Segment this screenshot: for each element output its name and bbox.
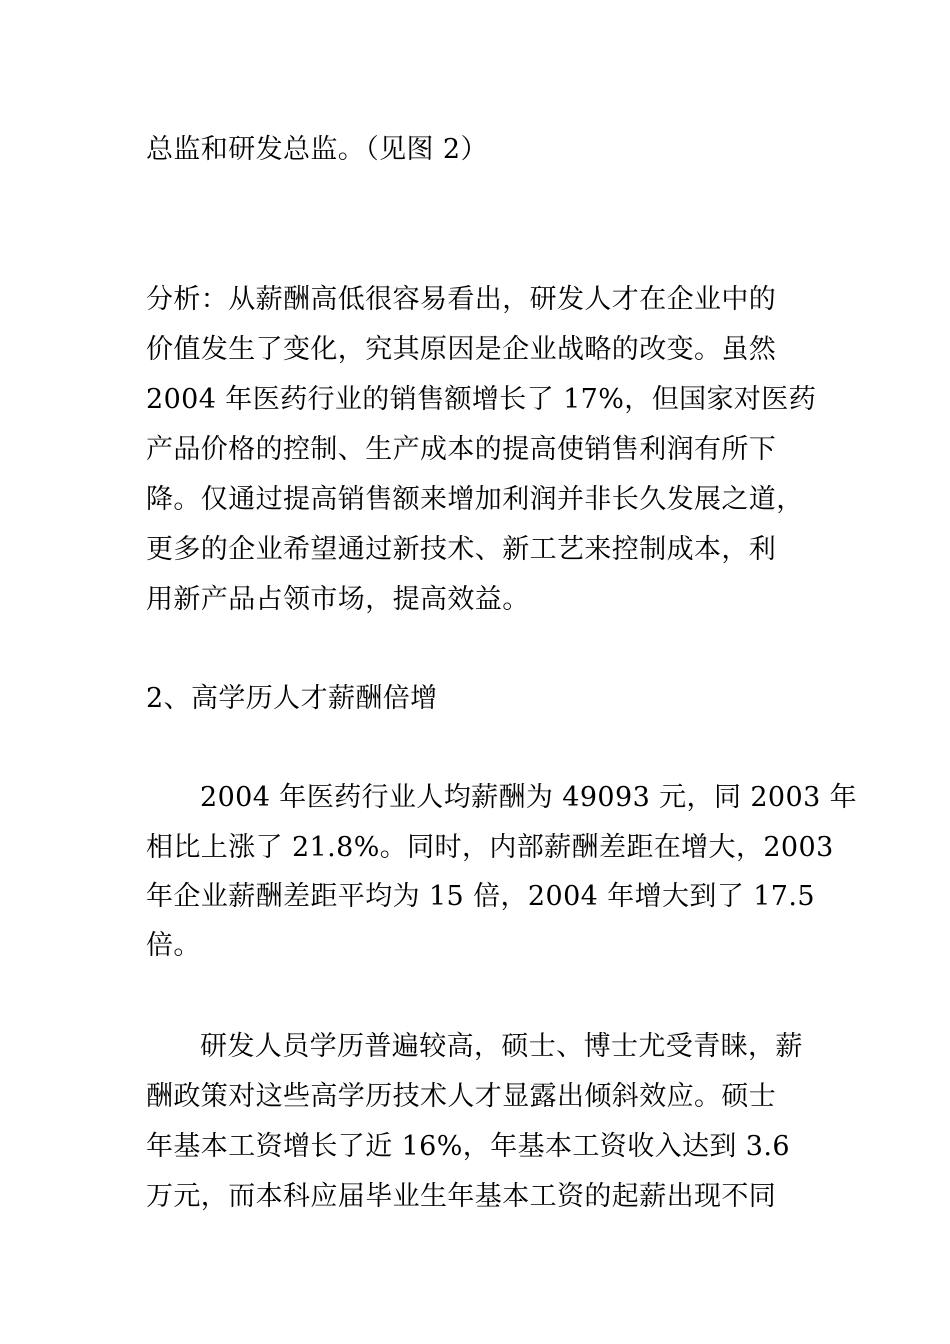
paragraph-line: 产品价格的控制、生产成本的提高使销售利润有所下 [146, 434, 777, 465]
paragraph-line: 倍。 [146, 930, 201, 961]
paragraph-line: 2004 年医药行业人均薪酬为 49093 元，同 2003 年 [200, 782, 858, 813]
paragraph-line: 酬政策对这些高学历技术人才显露出倾斜效应。硕士 [146, 1081, 777, 1112]
paragraph-line: 降。仅通过提高销售额来增加利润并非长久发展之道， [146, 484, 804, 515]
paragraph-line: 万元，而本科应届毕业生年基本工资的起薪出现不同 [146, 1181, 777, 1212]
paragraph-line: 相比上涨了 21.8%。同时，内部薪酬差距在增大，2003 [146, 832, 834, 863]
paragraph-line: 分析：从薪酬高低很容易看出，研发人才在企业中的 [146, 284, 777, 315]
section-heading: 2、高学历人才薪酬倍增 [146, 683, 438, 714]
paragraph-line: 总监和研发总监。（见图 2） [146, 134, 488, 165]
paragraph-line: 年企业薪酬差距平均为 15 倍，2004 年增大到了 17.5 [146, 881, 815, 912]
paragraph-line: 研发人员学历普遍较高，硕士、博士尤受青睐，薪 [200, 1031, 803, 1062]
paragraph-line: 用新产品占领市场，提高效益。 [146, 584, 530, 615]
paragraph-line: 更多的企业希望通过新技术、新工艺来控制成本，利 [146, 534, 777, 565]
paragraph-line: 价值发生了变化，究其原因是企业战略的改变。虽然 [146, 334, 777, 365]
paragraph-line: 2004 年医药行业的销售额增长了 17%，但国家对医药 [146, 384, 817, 415]
paragraph-line: 年基本工资增长了近 16%，年基本工资收入达到 3.6 [146, 1131, 790, 1162]
